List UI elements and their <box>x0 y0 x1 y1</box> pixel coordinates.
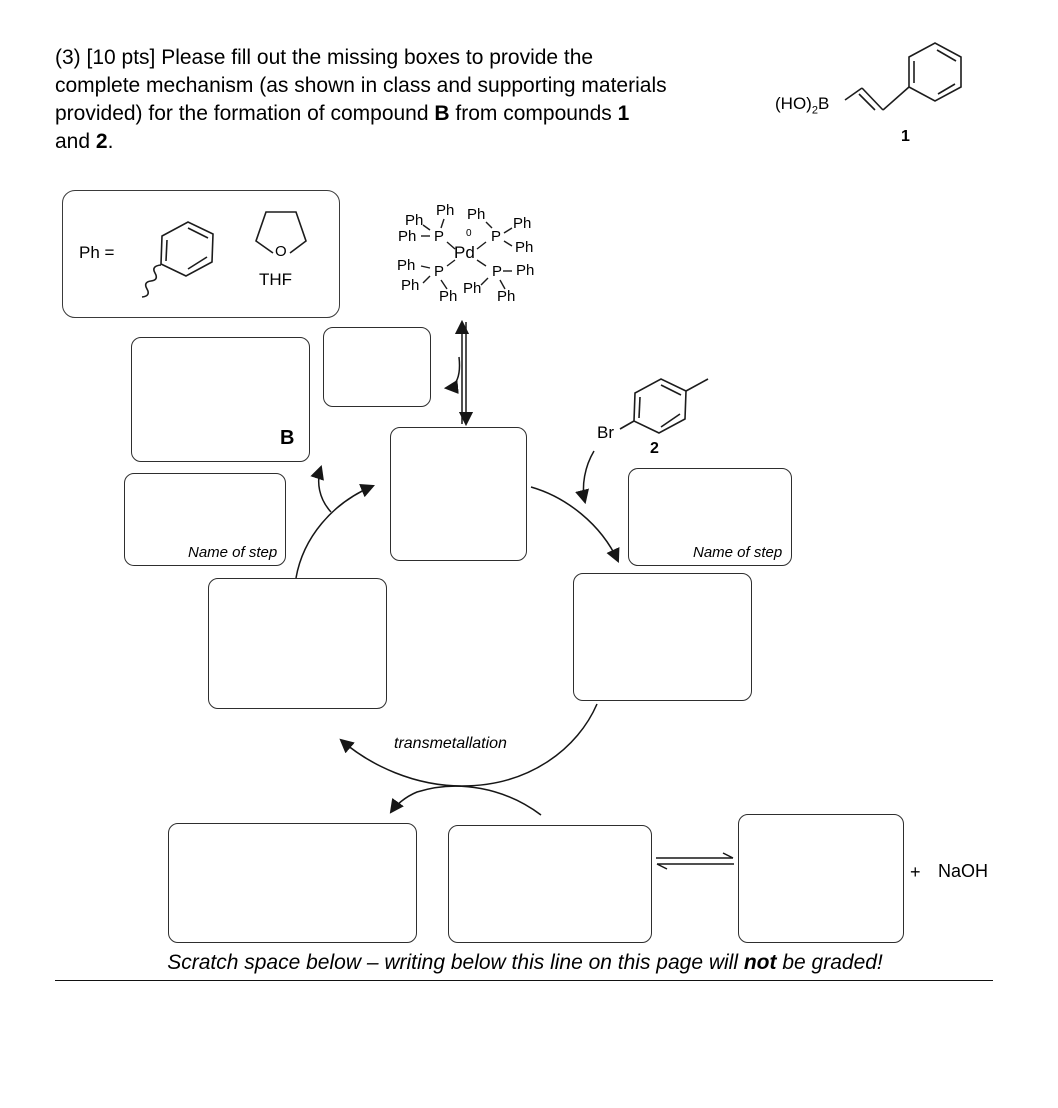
text-segment: provided) for the formation of compound <box>55 102 435 125</box>
boron-ho-text: (HO) <box>775 94 812 113</box>
ring-inner-bond <box>639 397 640 418</box>
benzene-ring <box>634 379 686 433</box>
thf-label: THF <box>259 270 293 289</box>
compound2-number: 2 <box>650 440 659 457</box>
methyl-bond <box>686 379 708 391</box>
product-release-arrow <box>319 467 331 512</box>
text-segment: not <box>743 951 777 974</box>
plus-sign: + <box>910 862 921 882</box>
boron-exchange-arrow <box>391 786 541 815</box>
boron-subscript: 2 <box>811 104 818 117</box>
text-segment: be graded! <box>776 951 883 974</box>
pd-label: Pd <box>454 243 475 262</box>
naoh-label: NaOH <box>938 861 989 881</box>
pd-ph-label-6: Ph <box>515 239 534 256</box>
answer-box-bottom-left[interactable] <box>168 823 417 943</box>
compound1-structure <box>845 43 961 110</box>
thf-oxygen-label: O <box>275 243 287 260</box>
ring-inner-bond <box>937 50 956 61</box>
text-segment: Scratch space below – writing below this line on this page will <box>167 951 744 974</box>
answer-box-lower-right[interactable] <box>573 573 752 701</box>
text-segment: 2 <box>95 130 108 153</box>
text-segment: from compounds <box>449 102 618 125</box>
pd-ph-label-7: Ph <box>397 257 416 274</box>
pd-p-label-1: P <box>434 228 445 245</box>
double-bond-inner <box>859 94 875 110</box>
pd-ph-label-4: Ph <box>467 206 486 223</box>
boron-b-text: B <box>817 94 830 113</box>
footer-notice <box>55 951 995 975</box>
answer-box-bottom-middle[interactable] <box>448 825 652 943</box>
text-segment: (3) [10 pts] Please fill out the missing boxes to provide the <box>55 46 594 69</box>
pd-ph-label-2: Ph <box>405 212 424 229</box>
pd-ph-label-8: Ph <box>401 277 420 294</box>
equilibrium-left-half-arrow <box>657 864 734 869</box>
compound1-number: 1 <box>901 128 910 145</box>
oxidative-addition-arrow <box>531 487 618 561</box>
reductive-elimination-arrow <box>296 486 373 578</box>
compound2-feeder-arrow <box>583 451 594 502</box>
text-segment: . <box>107 130 114 153</box>
pd-ph-label-5: Ph <box>513 215 532 232</box>
pd-ph-label-1: Ph <box>436 202 455 219</box>
benzene-ring <box>909 43 961 101</box>
answer-box-bottom-right[interactable] <box>738 814 904 943</box>
bond <box>883 87 909 110</box>
ph-equals-label: Ph = <box>79 243 115 262</box>
step-name-left-label: Name of step <box>188 544 278 561</box>
pd-p-label-3: P <box>434 263 445 280</box>
compound2-structure <box>620 379 708 433</box>
pd-ph-label-3: Ph <box>398 228 417 245</box>
answer-box-lower-left[interactable] <box>208 578 387 709</box>
pd-ph-label-10: Ph <box>516 262 535 279</box>
pd-ph-label-9: Ph <box>439 288 458 305</box>
step-name-right-label: Name of step <box>693 544 783 561</box>
product-b-label: B <box>280 427 295 449</box>
ligand-release-arrow <box>446 357 459 388</box>
br-bond <box>620 421 634 429</box>
text-segment: and <box>55 130 96 153</box>
pd-p-label-2: P <box>491 228 502 245</box>
pd-ph-label-11: Ph <box>463 280 482 297</box>
text-segment: B <box>434 102 450 125</box>
answer-box-ligands[interactable] <box>323 327 431 407</box>
compound2-br-label: Br <box>597 423 614 442</box>
equilibrium-right-half-arrow <box>656 853 733 858</box>
pd-p-label-4: P <box>492 263 503 280</box>
compound1-boron-label <box>775 95 829 116</box>
scratch-divider-line <box>55 980 993 981</box>
answer-box-active-catalyst[interactable] <box>390 427 527 561</box>
ring-inner-bond <box>661 414 680 427</box>
pd-zero-label: 0 <box>466 228 472 239</box>
pd-ph-label-12: Ph <box>497 288 516 305</box>
text-segment: complete mechanism (as shown in class and supporting materials <box>55 74 667 97</box>
text-segment: 1 <box>617 102 630 125</box>
transmetallation-label: transmetallation <box>394 735 507 752</box>
